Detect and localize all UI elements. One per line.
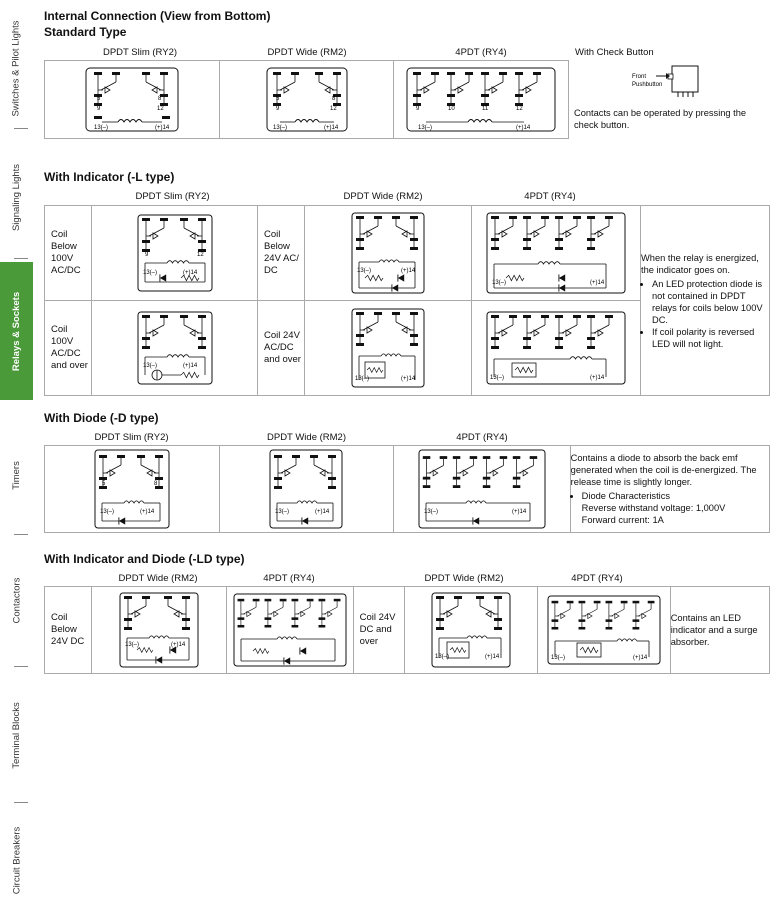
diode-type-table [44, 445, 770, 533]
col-header-ry4: 4PDT (RY4) [263, 573, 315, 584]
diagram-cell [45, 61, 220, 139]
tab-divider [14, 258, 28, 259]
svg-text:13(–): 13(–) [355, 376, 370, 382]
wiring-diagram-rm2-l-hv [351, 308, 425, 388]
diagram-cell [226, 587, 353, 674]
col-header-rm2: DPDT Wide (RM2) [118, 573, 198, 584]
svg-text:13(–): 13(–) [272, 125, 287, 131]
svg-text:(+)14: (+)14 [401, 268, 416, 274]
coil-spec-label: Coil Below 100V AC/DC [45, 206, 92, 301]
tab-signaling-lights[interactable]: Signaling Lights [11, 163, 23, 231]
wiring-diagram-ry4-l [486, 212, 626, 294]
standard-type-table [44, 60, 569, 139]
svg-text:(+)14: (+)14 [590, 375, 605, 381]
svg-text:13(–): 13(–) [94, 125, 109, 131]
diagram-cell [219, 446, 394, 533]
svg-text:10: 10 [448, 106, 455, 112]
diagram-cell [394, 446, 570, 533]
wiring-diagram-ry2-l [137, 214, 213, 292]
svg-text:(+)14: (+)14 [155, 125, 170, 131]
ld-description: Contains an LED indicator and a surge absorber. [670, 587, 769, 674]
diagram-cell [394, 61, 569, 139]
check-button-note: Contacts can be operated by pressing the check button. [574, 108, 747, 130]
wiring-diagram-ry4-d [418, 449, 546, 529]
svg-text:(+)14: (+)14 [485, 654, 500, 660]
diagram-cell [472, 301, 641, 396]
indicator-type-table [44, 205, 770, 396]
section-title: Internal Connection (View from Bottom) [44, 9, 271, 23]
svg-text:9: 9 [416, 106, 420, 112]
tab-timers[interactable]: Timers [10, 460, 22, 490]
wiring-diagram-rm2-ld [119, 592, 199, 668]
svg-text:13(–): 13(–) [492, 280, 507, 286]
section-title: With Indicator (-L type) [44, 170, 175, 184]
svg-text:5: 5 [101, 481, 106, 487]
svg-text:9: 9 [275, 106, 280, 112]
section-subtitle: Standard Type [44, 25, 127, 39]
coil-spec-label: Coil Below 24V AC/ DC [258, 206, 305, 301]
wiring-diagram-rm2 [266, 67, 348, 132]
wiring-diagram-ry2 [85, 67, 179, 132]
svg-text:(+)14: (+)14 [182, 270, 197, 276]
svg-text:13(–): 13(–) [142, 270, 157, 276]
svg-text:5: 5 [97, 96, 101, 102]
wiring-diagram-ry4 [406, 67, 556, 132]
wiring-diagram-rm2-ld-hv [431, 592, 511, 668]
tab-switches-pilot-lights[interactable]: Switches & Pilot Lights [11, 19, 23, 117]
diagram-cell [91, 587, 226, 674]
diagram-cell [92, 301, 258, 396]
col-header-check-button: With Check Button [575, 47, 654, 58]
svg-text:9: 9 [97, 106, 101, 112]
col-header-ry4: 4PDT (RY4) [524, 191, 576, 202]
coil-spec-label: Coil Below 24V DC [45, 587, 92, 674]
category-sidebar [0, 0, 33, 910]
svg-text:5: 5 [275, 96, 280, 102]
wiring-diagram-rm2-d [269, 449, 343, 529]
svg-text:13(–): 13(–) [423, 509, 438, 515]
svg-text:13(–): 13(–) [99, 509, 114, 515]
tab-circuit-breakers[interactable]: Circuit Breakers [11, 826, 23, 894]
diagram-cell [45, 446, 220, 533]
indicator-description: When the relay is energized, the indicator goes on. • An LED protection diode is not contained in DPDT relays for coils below 100V DC. • If coil polarity is reversed LED will not light. [641, 206, 770, 396]
col-header-ry2: DPDT Slim (RY2) [94, 432, 169, 443]
svg-text:13(–): 13(–) [357, 268, 372, 274]
coil-spec-label: Coil 100V AC/DC and over [45, 301, 92, 396]
svg-text:13(–): 13(–) [418, 125, 433, 131]
tab-divider [14, 802, 28, 803]
svg-text:Pushbutton: Pushbutton [632, 82, 663, 88]
tab-divider [14, 128, 28, 129]
wiring-diagram-ry4-l-hv [486, 311, 626, 385]
svg-text:13(–): 13(–) [275, 509, 290, 515]
diagram-cell [404, 587, 537, 674]
tab-divider [14, 666, 28, 667]
svg-text:(+)14: (+)14 [632, 655, 648, 661]
svg-text:8: 8 [158, 96, 162, 102]
svg-text:11: 11 [482, 106, 489, 112]
svg-text:(+)14: (+)14 [139, 509, 155, 515]
col-header-ry4: 4PDT (RY4) [456, 432, 508, 443]
svg-text:12: 12 [196, 252, 204, 258]
col-header-rm2: DPDT Wide (RM2) [424, 573, 504, 584]
svg-text:(+)14: (+)14 [170, 642, 185, 648]
diagram-cell [92, 206, 258, 301]
svg-text:13(–): 13(–) [124, 642, 139, 648]
svg-text:(+)14: (+)14 [182, 363, 197, 369]
col-header-rm2: DPDT Wide (RM2) [267, 432, 346, 443]
svg-text:12: 12 [157, 106, 164, 112]
diagram-cell [305, 206, 472, 301]
svg-text:13(–): 13(–) [550, 655, 565, 661]
diagram-cell [220, 61, 394, 139]
svg-text:(+)14: (+)14 [511, 509, 527, 515]
col-header-rm2: DPDT Wide (RM2) [267, 47, 347, 58]
svg-text:13(–): 13(–) [490, 375, 505, 381]
svg-text:12: 12 [329, 106, 337, 112]
svg-text:9: 9 [144, 252, 148, 258]
check-button-illustration [630, 64, 700, 104]
col-header-ry2: DPDT Slim (RY2) [102, 47, 178, 58]
wiring-diagram-ry2-l-hv [137, 311, 213, 385]
col-header-ry4: 4PDT (RY4) [455, 47, 507, 58]
svg-text:8: 8 [153, 481, 158, 487]
wiring-diagram-ry2-d [94, 449, 170, 529]
svg-text:12: 12 [516, 106, 523, 112]
tab-contactors[interactable]: Contactors [11, 577, 22, 623]
col-header-ry4: 4PDT (RY4) [571, 573, 623, 584]
tab-divider [14, 534, 28, 535]
diagram-cell [538, 587, 670, 674]
svg-text:(+)14: (+)14 [516, 125, 531, 131]
wiring-diagram-ry4-ld [233, 593, 347, 667]
svg-text:13(–): 13(–) [435, 654, 450, 660]
coil-spec-label: Coil 24V DC and over [353, 587, 404, 674]
indicator-diode-table [44, 586, 770, 674]
diagram-cell [305, 301, 472, 396]
diagram-cell [472, 206, 641, 301]
wiring-diagram-ry4-ld-hv [547, 595, 661, 665]
col-header-rm2: DPDT Wide (RM2) [343, 191, 423, 202]
tab-relays-sockets[interactable]: Relays & Sockets [0, 262, 33, 400]
col-header-ry2: DPDT Slim (RY2) [135, 191, 210, 202]
svg-text:8: 8 [331, 96, 336, 102]
svg-text:(+)14: (+)14 [401, 376, 416, 382]
tab-terminal-blocks[interactable]: Terminal Blocks [11, 701, 22, 769]
wiring-diagram-rm2-l [351, 212, 425, 294]
diode-description: Contains a diode to absorb the back emf generated when the coil is de-energized. The release time is slightly longer. • Diode Characteristics Reverse withstand voltage: 1,000V Forward current: 1A [570, 446, 769, 533]
svg-text:(+)14: (+)14 [590, 280, 605, 286]
svg-text:(+)14: (+)14 [315, 509, 330, 515]
svg-text:Front: Front [632, 74, 647, 80]
section-title: With Indicator and Diode (-LD type) [44, 552, 245, 566]
svg-text:13(–): 13(–) [142, 363, 157, 369]
svg-text:(+)14: (+)14 [323, 125, 338, 131]
coil-spec-label: Coil 24V AC/DC and over [258, 301, 305, 396]
section-title: With Diode (-D type) [44, 411, 159, 425]
